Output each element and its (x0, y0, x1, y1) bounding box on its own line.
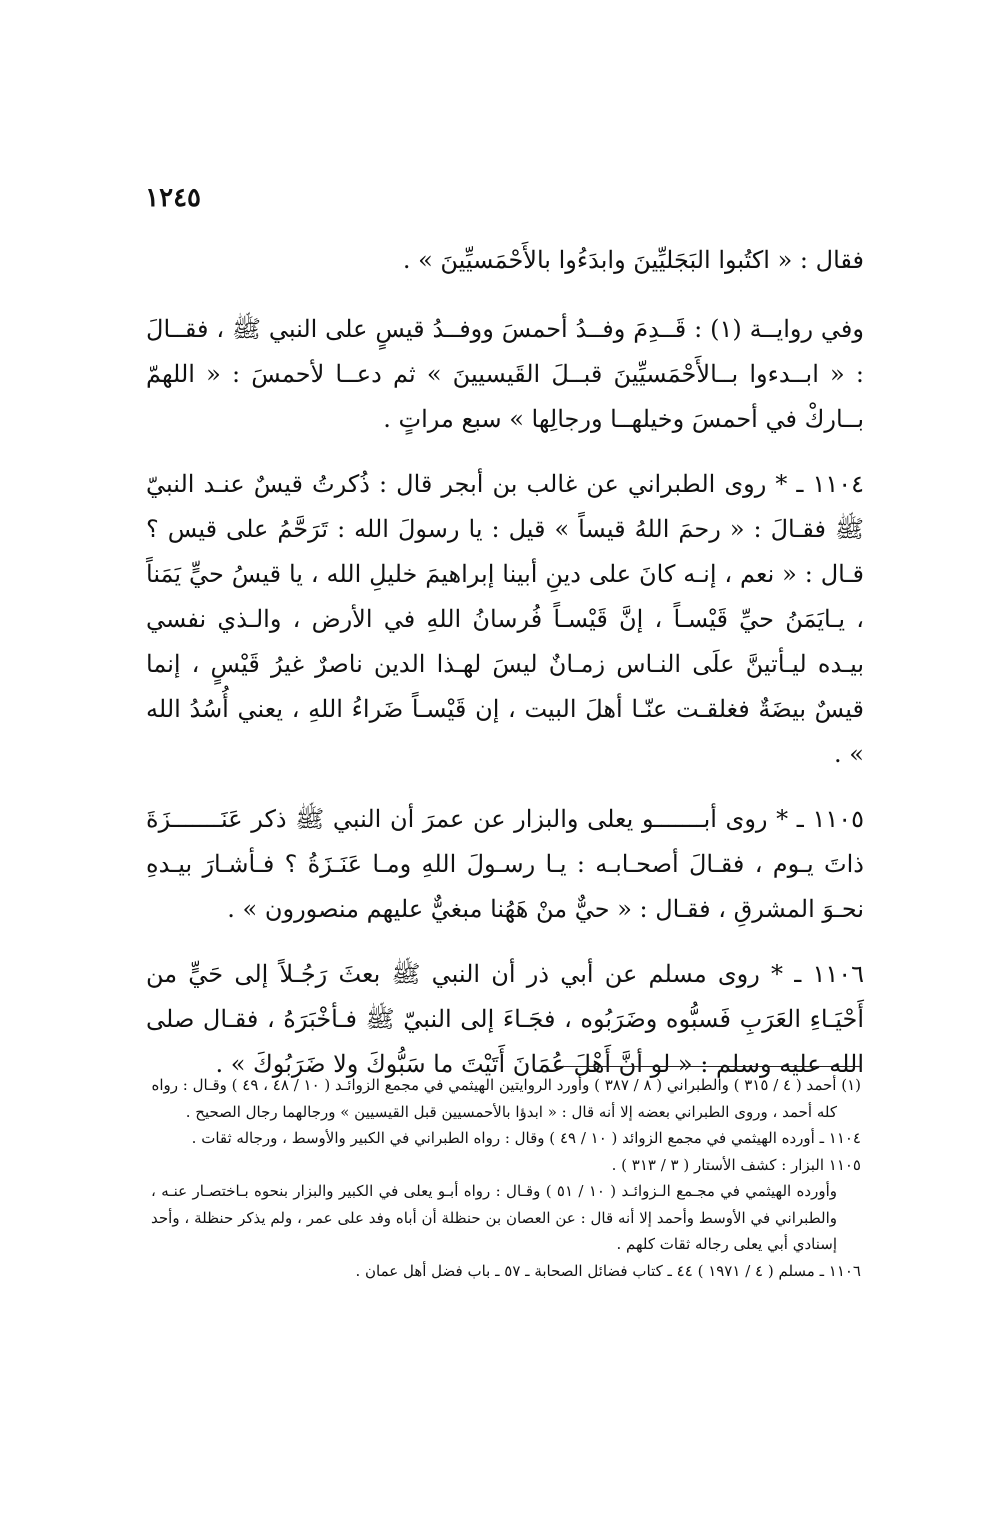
paragraph: وفي روايــة (١) : قَــدِمَ وفــدُ أحمسَ ووفــدُ قيسٍ على النبي ﷺ ، فقــالَ : « ابــدءوا بــالأَحْمَسيِّينَ قبــلَ القَيسيينَ » ثم دعــا لأحمسَ : « اللهمّ بــاركْ في أحمسَ وخيلهــا ورجالِها » سبع مراتٍ . (146, 315, 864, 433)
footnote-divider (555, 1066, 861, 1067)
page-number: ١٢٤٥ (145, 183, 201, 213)
footnote: (١) أحمد ( ٤ / ٣١٥ ) والطبراني ( ٨ / ٣٨٧ ) وأورد الروايتين الهيثمي في مجمع الزوائـد ( ١٠ / ٤٨ ، ٤٩ ) وقـال : رواه (151, 1076, 861, 1094)
footnote: ١١٠٦ ـ مسلم ( ٤ / ١٩٧١ ) ٤٤ ـ كتاب فضائل الصحابة ـ ٥٧ ـ باب فضل أهل عمان . (355, 1261, 861, 1280)
footnote: ١١٠٥ البزار : كشف الأستار ( ٣ / ٣١٣ ) . (611, 1155, 861, 1174)
main-text (146, 238, 864, 1107)
hadith-1105: ١١٠٥ ـ * روى أبـــــــو يعلى والبزار عن عمرَ أن النبي ﷺ ذكر عَنَـــــــزَةَ ذاتَ يـوم ، فقـالَ أصحـابـه : يـا رسـولَ اللهِ ومـا عَنَـزَةُ ؟ فـأشـارَ بيـدهِ نحـوَ المشرقِ ، فقـال : « حيٌّ منْ هَهُنا مبغيٌّ عليهم منصورون » . (146, 805, 864, 923)
hadith-1106: ١١٠٦ ـ * روى مسلم عن أبي ذر أن النبي ﷺ بعثَ رَجُـلاً إلى حَيٍّ من أَحْيَـاءِ العَرَبِ فَسبُّوه وضَرَبُوه ، فجَـاءَ إلى النبيّ ﷺ فـأخْبَرَهُ ، فقـال صلى الله عليه وسلم : « لو أنَّ أَهْلَ عُمَانَ أَتَيْتَ ما سَبُّوكَ ولا ضَرَبُوكَ » . (146, 960, 864, 1078)
footnote: ١١٠٤ ـ أورده الهيثمي في مجمع الزوائد ( ١٠ / ٤٩ ) وقال : رواه الطبراني في الكبير والأوسط ، ورجاله ثقات . (191, 1129, 861, 1147)
paragraph: فقال : « اكتُبوا البَجَليِّينَ وابدَءُوا بالأَحْمَسيِّينَ » . (402, 246, 864, 274)
footnote: وأورده الهيثمي في مجـمع الـزوائـد ( ١٠ / ٥١ ) وقـال : رواه أبـو يعلى في الكبير والبزار بنحوه بـاختصـار عنـه ، والطبراني في الأوسط وأحمد إلا أنه قال : عن العصان بن حنظلة أن أباه وفد على عمر ، ولم يذكر حنظلة ، وأحد إسنادي أبي يعلى رجاله ثقات كلهم . (151, 1182, 837, 1253)
footnote: كله أحمد ، وروى الطبراني بعضه إلا أنه قال : « ابدؤا بالأحمسيين قبل القيسيين » ورجالهما رجال الصحيح . (185, 1102, 837, 1121)
hadith-1104: ١١٠٤ ـ * روى الطبراني عن غالب بن أبجر قال : ذُكرتُ قيسٌ عنـد النبيّ ﷺ فقـالَ : « رحمَ اللهُ قيساً » قيل : يا رسولَ الله : تَرَحَّمُ على قيس ؟ قـال : « نعم ، إنـه كانَ على دينِ أبينا إبراهيمَ خليلِ الله ، يا قيسُ حيٍّ يَمَناً ، يـايَمَنُ حيِّ قَيْسـاً ، إنَّ قَيْسـاً فُرسانُ اللهِ في الأرض ، والـذي نفسي بيـده ليـأتينَّ علَى النـاس زمـانٌ ليسَ لهـذا الدين ناصرٌ غيرُ قَيْسٍ ، إنما قيسٌ بيضَةٌ فغلقـت عنّـا أهلَ البيت ، إن قَيْسـاً ضَراءُ اللهِ ، يعني أُسُدُ الله » . (146, 470, 864, 768)
footnotes (151, 1072, 861, 1284)
